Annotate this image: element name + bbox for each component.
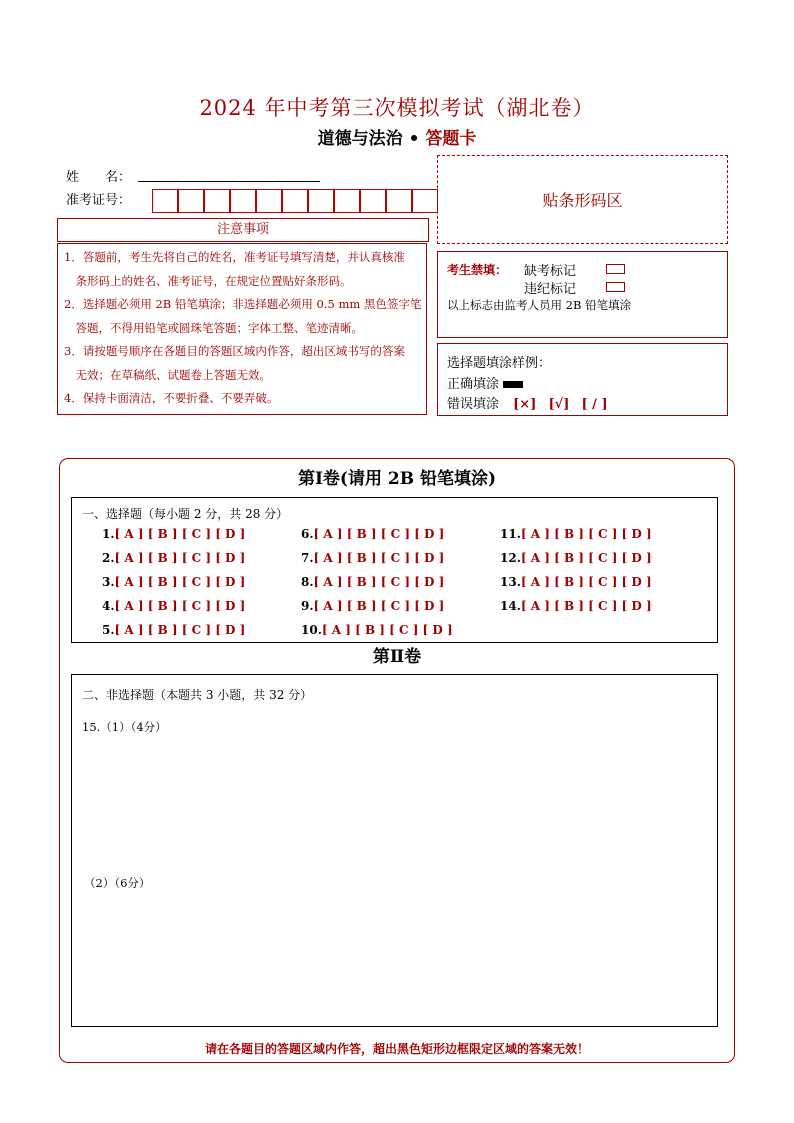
separator-dot: • bbox=[408, 129, 420, 149]
question-number: 8. bbox=[301, 575, 314, 589]
name-label: 姓 名： bbox=[66, 170, 132, 185]
correct-fill-label: 正确填涂 bbox=[447, 377, 500, 392]
id-digit-box[interactable] bbox=[386, 189, 412, 213]
q15-part1-label: 15.（1）（4分） bbox=[82, 720, 167, 734]
id-digit-box[interactable] bbox=[152, 189, 178, 213]
notice-line: 1．答题前，考生先将自己的姓名，准考证号填写清楚，并认真核准 bbox=[64, 250, 405, 264]
barcode-area[interactable]: 贴条形码区 bbox=[437, 155, 728, 244]
wrong-mark-slash: [ / ] bbox=[581, 397, 608, 412]
answer-options[interactable]: [ A ] [ B ] [ C ] [ D ] bbox=[114, 527, 246, 541]
id-digit-box[interactable] bbox=[360, 189, 386, 213]
choice-question bbox=[102, 527, 245, 541]
choice-section-heading: 一、选择题（每小题 2 分，共 28 分） bbox=[82, 507, 289, 521]
part2-title: 第Ⅱ卷 bbox=[372, 647, 422, 667]
answer-options[interactable]: [ A ] [ B ] [ C ] [ D ] bbox=[321, 623, 453, 637]
notice-line: 条形码上的姓名、准考证号，在规定位置贴好条形码。 bbox=[64, 273, 352, 288]
non-choice-heading: 二、非选择题（本题共 3 小题，共 32 分） bbox=[82, 688, 313, 702]
part1-title: 第Ⅰ卷(请用 2B 铅笔填涂) bbox=[297, 469, 497, 489]
forbidden-label: 考生禁填： bbox=[447, 263, 508, 277]
absent-mark-box[interactable] bbox=[606, 264, 625, 274]
question-number: 7. bbox=[301, 551, 314, 565]
answer-options[interactable]: [ A ] [ B ] [ C ] [ D ] bbox=[520, 527, 652, 541]
id-digit-box[interactable] bbox=[308, 189, 334, 213]
choice-question bbox=[500, 599, 652, 613]
choice-question bbox=[301, 527, 444, 541]
question-number: 4. bbox=[102, 599, 115, 613]
id-digit-box[interactable] bbox=[230, 189, 256, 213]
id-digit-box[interactable] bbox=[256, 189, 282, 213]
question-number: 13. bbox=[500, 575, 521, 589]
answer-options[interactable]: [ A ] [ B ] [ C ] [ D ] bbox=[114, 599, 246, 613]
id-digit-box[interactable] bbox=[282, 189, 308, 213]
id-digit-box[interactable] bbox=[334, 189, 360, 213]
sample-label: 选择题填涂样例： bbox=[447, 356, 552, 371]
choice-question bbox=[102, 623, 245, 637]
question-number: 2. bbox=[102, 551, 115, 565]
wrong-fill-label: 错误填涂 bbox=[447, 397, 500, 412]
question-number: 6. bbox=[301, 527, 314, 541]
id-digit-box[interactable] bbox=[412, 189, 438, 213]
question-number: 5. bbox=[102, 623, 115, 637]
answer-options[interactable]: [ A ] [ B ] [ C ] [ D ] bbox=[114, 551, 246, 565]
answer-options[interactable]: [ A ] [ B ] [ C ] [ D ] bbox=[114, 575, 246, 589]
question-number: 11. bbox=[500, 527, 521, 541]
question-number: 9. bbox=[301, 599, 314, 613]
subject-name: 道德与法治 bbox=[317, 129, 403, 149]
answer-options[interactable]: [ A ] [ B ] [ C ] [ D ] bbox=[313, 599, 445, 613]
notice-heading: 注意事项 bbox=[57, 218, 429, 242]
choice-question bbox=[102, 575, 245, 589]
answer-options[interactable]: [ A ] [ B ] [ C ] [ D ] bbox=[114, 623, 246, 637]
question-number: 14. bbox=[500, 599, 521, 613]
q15-part2-label: （2）（6分） bbox=[84, 876, 151, 890]
name-field[interactable] bbox=[138, 181, 320, 182]
wrong-fill-row bbox=[447, 393, 608, 412]
wrong-mark-x: [×] bbox=[513, 397, 537, 412]
answer-options[interactable]: [ A ] [ B ] [ C ] [ D ] bbox=[520, 551, 652, 565]
id-label: 准考证号： bbox=[66, 193, 132, 208]
correct-fill-row bbox=[447, 373, 523, 392]
choice-question bbox=[500, 575, 652, 589]
choice-question bbox=[500, 551, 652, 565]
fill-sample-box bbox=[437, 343, 728, 416]
notice-line: 答题，不得用铅笔或圆珠笔答题；字体工整、笔迹清晰。 bbox=[64, 320, 363, 335]
question-number: 10. bbox=[301, 623, 322, 637]
notice-line: 3．请按题号顺序在各题目的答题区域内作答，超出区域书写的答案 bbox=[64, 344, 405, 358]
notice-line: 4．保持卡面清洁，不要折叠、不要弄破。 bbox=[64, 391, 279, 405]
exam-title: 2024 年中考第三次模拟考试（湖北卷） bbox=[199, 96, 595, 120]
answer-options[interactable]: [ A ] [ B ] [ C ] [ D ] bbox=[313, 527, 445, 541]
id-digit-box[interactable] bbox=[178, 189, 204, 213]
question-number: 12. bbox=[500, 551, 521, 565]
filled-mark-icon bbox=[503, 381, 523, 388]
notice-line: 无效；在草稿纸、试题卷上答题无效。 bbox=[64, 367, 271, 382]
forbidden-note: 以上标志由监考人员用 2B 铅笔填涂 bbox=[447, 298, 632, 312]
answer-options[interactable]: [ A ] [ B ] [ C ] [ D ] bbox=[520, 575, 652, 589]
footer-warning: 请在各题目的答题区域内作答，超出黑色矩形边框限定区域的答案无效！ bbox=[204, 1042, 589, 1056]
choice-question bbox=[301, 623, 453, 637]
choice-question bbox=[301, 551, 444, 565]
answer-options[interactable]: [ A ] [ B ] [ C ] [ D ] bbox=[520, 599, 652, 613]
choice-question bbox=[500, 527, 652, 541]
violation-mark-label: 违纪标记 bbox=[524, 282, 577, 297]
answer-card-label: 答题卡 bbox=[425, 129, 477, 149]
choice-question bbox=[301, 575, 444, 589]
choice-question bbox=[301, 599, 444, 613]
examinee-forbidden-box bbox=[437, 251, 728, 338]
id-digit-box[interactable] bbox=[204, 189, 230, 213]
choice-question bbox=[102, 599, 245, 613]
notice-body bbox=[57, 243, 427, 415]
question-number: 1. bbox=[102, 527, 115, 541]
choice-question bbox=[102, 551, 245, 565]
answer-options[interactable]: [ A ] [ B ] [ C ] [ D ] bbox=[313, 575, 445, 589]
wrong-mark-check: [√] bbox=[548, 397, 570, 412]
absent-mark-label: 缺考标记 bbox=[524, 264, 577, 279]
non-choice-section-box[interactable] bbox=[71, 674, 718, 1027]
answer-options[interactable]: [ A ] [ B ] [ C ] [ D ] bbox=[313, 551, 445, 565]
question-number: 3. bbox=[102, 575, 115, 589]
violation-mark-box[interactable] bbox=[606, 282, 625, 292]
card-subtitle bbox=[0, 124, 794, 149]
notice-line: 2．选择题必须用 2B 铅笔填涂；非选择题必须用 0.5 mm 黑色签字笔 bbox=[64, 297, 422, 311]
